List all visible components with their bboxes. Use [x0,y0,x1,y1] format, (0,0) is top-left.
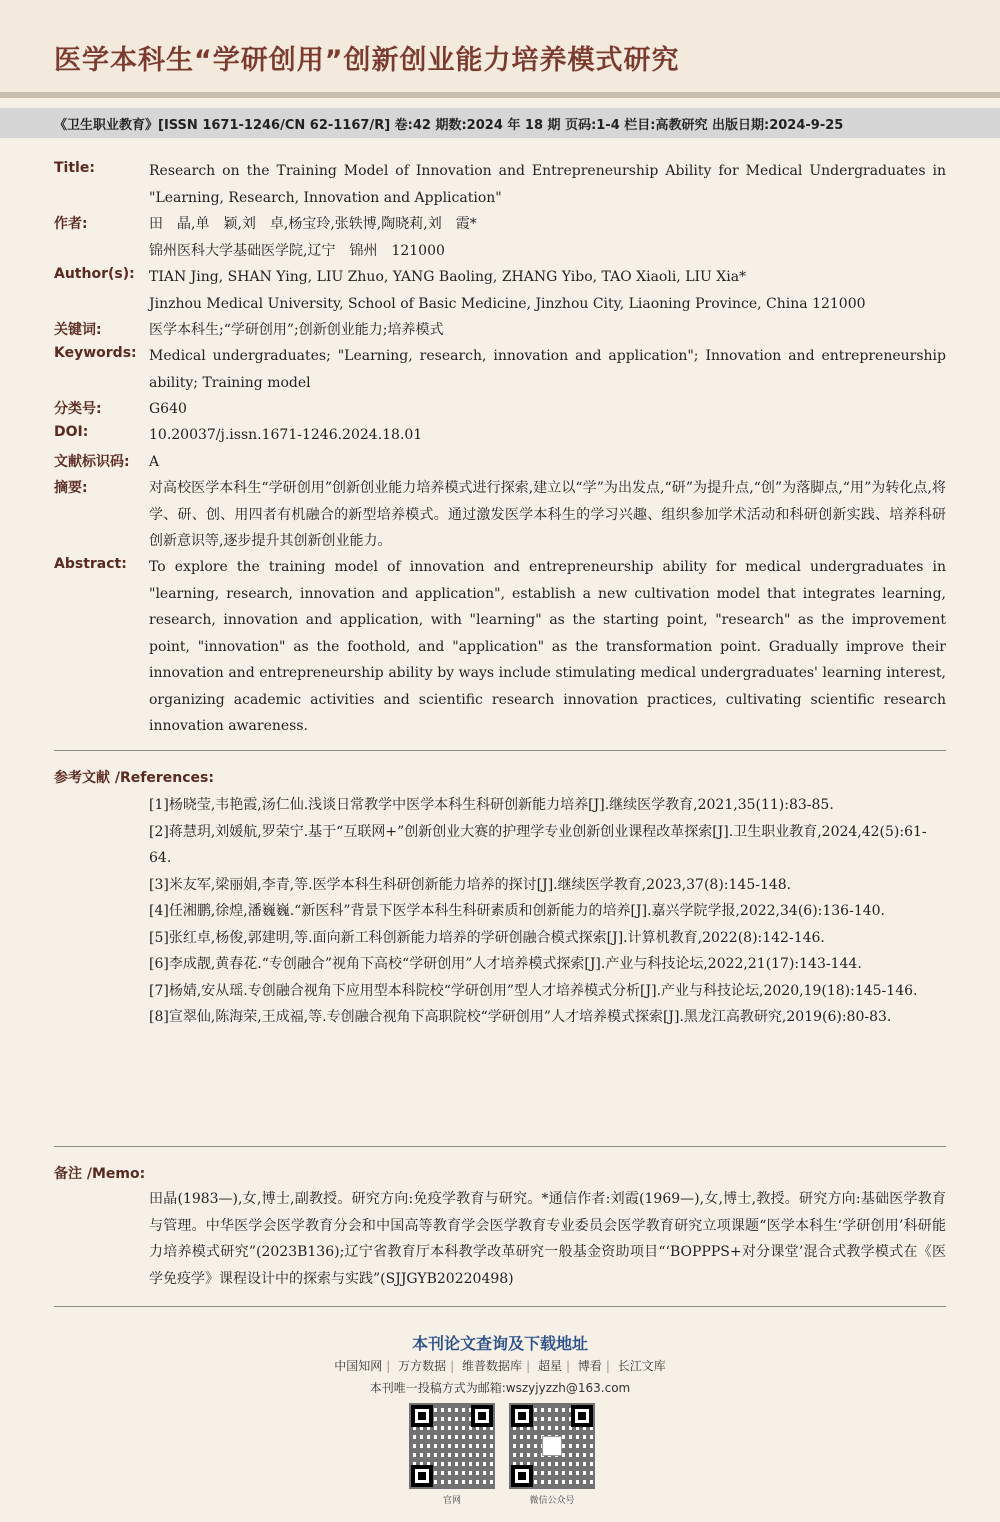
database-list: 中国知网 | 万方数据 | 维普数据库 | 超星 | 博看 | 长江文库 [334,1359,666,1373]
author-cn-names: 田 晶,单 颖,刘 卓,杨宝玲,张轶博,陶晓莉,刘 霞* [149,216,477,232]
reference-item: [4]任湘鹏,徐煌,潘巍巍.“新医科”背景下医学本科生科研素质和创新能力的培养[J].嘉兴学院学报,2022,34(6):136-140. [149,903,885,919]
keywords-cn-label: 关键词: [54,322,102,338]
abstract-cn-value: 对高校医学本科生“学研创用”创新创业能力培养模式进行探索,建立以“学”为出发点,“研”为提升点,“创”为落脚点,“用”为转化点,将学、研、创、用四者有机融合的新型培养模式。通过激发医学本科生的学习兴趣、组织参加学术活动和科研创新实践、培养科研创新意识等,逐步提升其创新创业能力。 [149,480,946,549]
doi-value[interactable]: 10.20037/j.issn.1671-1246.2024.18.01 [149,427,423,443]
reference-item: [6]李成靓,黄春花.“专创融合”视角下高校“学研创用”人才培养模式探索[J].产业与科技论坛,2022,21(17):143-144. [149,956,862,972]
doc-id-value: A [149,454,160,470]
title-value: Research on the Training Model of Innovation and Entrepreneurship Ability for Medical Undergraduates in "Learning, Research, Innovation and Application" [149,163,946,206]
reference-item: [3]米友军,梁丽娟,李青,等.医学本科生科研创新能力培养的探讨[J].继续医学教育,2023,37(8):145-148. [149,876,792,893]
doc-id-label: 文献标识码: [54,454,130,470]
qr-caption-official: 官网 [442,1496,461,1506]
journal-logo-icon [542,1436,562,1456]
reference-item: [7]杨婧,安从瑶.专创融合视角下应用型本科院校“学研创用”型人才培养模式分析[J].产业与科技论坛,2020,19(18):145-146. [149,982,918,999]
memo-text: 田晶(1983—),女,博士,副教授。研究方向:免疫学教育与研究。*通信作者:刘霞(1969—),女,博士,教授。研究方向:基础医学教育与管理。中华医学会医学教育分会和中国高等教育学会医学教育专业委员会医学教育研究立项课题“医学本科生‘学研创用’科研能力培养模式研究”(2023B136);辽宁省教育厅本科教学改革研究一般基金资助项目“‘BOPPPS+对分课堂’混合式教学模式在《医学免疫学》课程设计中的探索与实践”(SJJGYB20220498) [149,1191,946,1287]
keywords-en-value: Medical undergraduates; "Learning, research, innovation and application"; Innovation and entrepreneurship ability; Training model [149,348,946,391]
doi-label: DOI: [54,424,89,440]
references-list [149,792,946,1031]
references-heading: 参考文献 /References: [54,770,214,786]
title-bar [0,0,1000,98]
abstract-en-value: To explore the training model of innovation and entrepreneurship ability for medical undergraduates in "learning, research, innovation and application", establish a new cultivation model that integrates learning, research, innovation and application, with "learning" as the starting point, "research" as the improvement point, "innovation" as the foothold, and "application" as the transformation point. Gradually improve their innovation and entrepreneurship ability by ways include stimulating medical undergraduates' learning interest, organizing academic activities and scientific research innovation practices, cultivating scientific research innovation awareness. [149,559,946,734]
divider [54,1306,946,1307]
author-cn-affiliation: 锦州医科大学基础医学院,辽宁 锦州 121000 [149,242,445,259]
qr-caption-wechat: 微信公众号 [529,1496,575,1506]
database-link[interactable]: 维普数据库 [462,1359,523,1373]
keywords-en-label: Keywords: [54,345,137,361]
download-title: 本刊论文查询及下载地址 [411,1334,588,1353]
classification-value: G640 [149,401,187,417]
database-link[interactable]: 博看 [577,1359,602,1373]
author-en-affiliation: Jinzhou Medical University, School of Basic Medicine, Jinzhou City, Liaoning Province, China 121000 [149,295,866,312]
meta-bar [0,108,1000,138]
keywords-cn-value: 医学本科生;“学研创用”;创新创业能力;培养模式 [149,322,444,338]
abstract-en-label: Abstract: [54,556,127,572]
author-cn-block [149,211,946,264]
database-link[interactable]: 长江文库 [617,1359,666,1373]
author-en-label: Author(s): [54,266,135,282]
submission-email: 本刊唯一投稿方式为邮箱:wszyjyzzh@163.com [369,1381,631,1395]
reference-item: [1]杨晓莹,韦艳霞,汤仁仙.浅谈日常教学中医学本科生科研创新能力培养[J].继续医学教育,2021,35(11):83-85. [149,797,834,813]
journal-meta: 《卫生职业教育》[ISSN 1671-1246/CN 62-1167/R] 卷:42 期数:2024 年 18 期 页码:1-4 栏目:高教研究 出版日期:2024-9-25 [54,118,844,133]
reference-item: [5]张红卓,杨俊,郭建明,等.面向新工科创新能力培养的学研创融合模式探索[J].计算机教育,2022(8):142-146. [149,929,825,946]
memo-heading: 备注 /Memo: [54,1166,146,1182]
database-link[interactable]: 中国知网 [334,1359,383,1373]
abstract-cn-label: 摘要: [54,480,88,496]
reference-item: [8]宣翠仙,陈海荣,王成福,等.专创融合视角下高职院校“学研创用”人才培养模式探索[J].黑龙江高教研究,2019(6):80-83. [149,1009,892,1025]
author-en-names: TIAN Jing, SHAN Ying, LIU Zhuo, YANG Baoling, ZHANG Yibo, TAO Xiaoli, LIU Xia* [149,269,747,285]
author-en-block [149,264,946,317]
divider [54,1146,946,1147]
database-link[interactable]: 超星 [537,1359,562,1373]
qr-code-wechat[interactable] [509,1403,595,1489]
title-label: Title: [54,160,95,176]
page-title: 医学本科生“学研创用”创新创业能力培养模式研究 [54,45,680,76]
database-link[interactable]: 万方数据 [398,1359,447,1373]
reference-item: [2]蒋慧玥,刘媛航,罗荣宁.基于“互联网+”创新创业大赛的护理学专业创新创业课程改革探索[J].卫生职业教育,2024,42(5):61-64. [149,823,927,866]
qr-code-official[interactable] [409,1403,495,1489]
author-cn-label: 作者: [54,216,88,232]
divider [54,750,946,751]
classification-label: 分类号: [54,401,102,417]
